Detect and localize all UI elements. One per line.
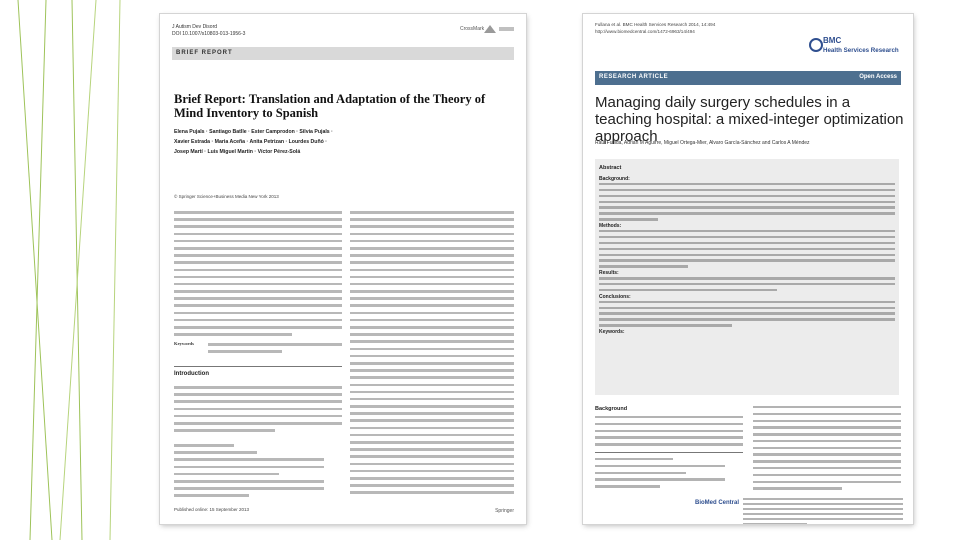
abstract-text: [599, 177, 895, 336]
citation-line: Fullana et al. BMC Health Services Research 2014, 14:494: [595, 22, 716, 27]
springer-logo-icon: [482, 23, 516, 35]
paper-title: Brief Report: Translation and Adaptation of the Theory of Mind Inventory to Spanish: [174, 92, 486, 120]
section-band: [595, 71, 901, 85]
correspondence-text: [595, 458, 725, 492]
paper-page-left: [160, 14, 526, 524]
doi: DOI 10.1007/s10803-013-1956-3: [172, 31, 246, 37]
brand-top: BMC: [823, 36, 842, 45]
author-list: [174, 127, 394, 157]
journal-logo: [805, 36, 905, 70]
author-line: Josep Martí · Luis Miguel Martin · Víctor Pérez-Solá: [174, 149, 301, 155]
citation-header: [595, 22, 715, 35]
journal-name: J Autism Dev Disord: [172, 24, 218, 30]
paper-title: Managing daily surgery schedules in a teaching hospital: a mixed-integer optimization approach: [595, 94, 904, 145]
open-access-label: Open Access: [859, 74, 897, 80]
body-text-left: [595, 416, 743, 450]
bmc-logo-icon: [809, 38, 823, 52]
copyright-line: © Springer Science+Business Media New York 2013: [174, 194, 279, 199]
abstract-label: Conclusions:: [599, 293, 631, 300]
publisher-logo: Springer: [495, 508, 514, 514]
divider: [174, 366, 342, 367]
published-date: Published online: 15 September 2013: [174, 507, 250, 512]
crossmark-label: CrossMark: [460, 26, 485, 32]
journal-header: [172, 24, 245, 38]
abstract-label: Keywords:: [599, 329, 625, 336]
abstract-box: [595, 159, 899, 395]
abstract-heading: Abstract: [599, 165, 622, 171]
publisher-logo: BioMed Central: [695, 500, 740, 506]
body-text-right: [753, 406, 901, 494]
keywords-lines: [208, 343, 342, 357]
divider: [595, 452, 743, 453]
section-label: BRIEF REPORT: [176, 50, 233, 56]
keywords-label: Keywords: [174, 341, 194, 346]
introduction-heading: Introduction: [174, 371, 209, 377]
citation-url: http://www.biomedcentral.com/1472-6963/14/494: [595, 28, 695, 34]
paper-page-right: [583, 14, 913, 524]
section-band: [172, 47, 514, 60]
background-heading: Background: [595, 406, 628, 412]
abstract-text-left: [174, 211, 342, 340]
author-line: Xavier Estrada · Maria Aceña · Anita Petrizan · Lourdes Duñó ·: [174, 139, 327, 145]
license-text: [743, 498, 903, 524]
section-label: RESEARCH ARTICLE: [599, 74, 669, 80]
abstract-label: Background:: [599, 176, 630, 182]
abstract-label: Results:: [599, 270, 619, 277]
abstract-label: Methods:: [599, 223, 622, 230]
author-list: Raul Fullida, Adrian M Aguirre, Miguel Ortega-Mier, Alvaro García-Sánchez and Carlos A Méndez: [595, 140, 810, 146]
introduction-text: [174, 386, 342, 436]
author-line: Elena Pujals · Santiago Batlle · Ester Camprodon · Silvia Pujals ·: [174, 129, 333, 135]
affiliation-text: [174, 444, 324, 502]
body-text-right: [350, 211, 514, 499]
brand-bottom: Health Services Research: [823, 47, 899, 54]
decorative-lines: [0, 0, 140, 540]
